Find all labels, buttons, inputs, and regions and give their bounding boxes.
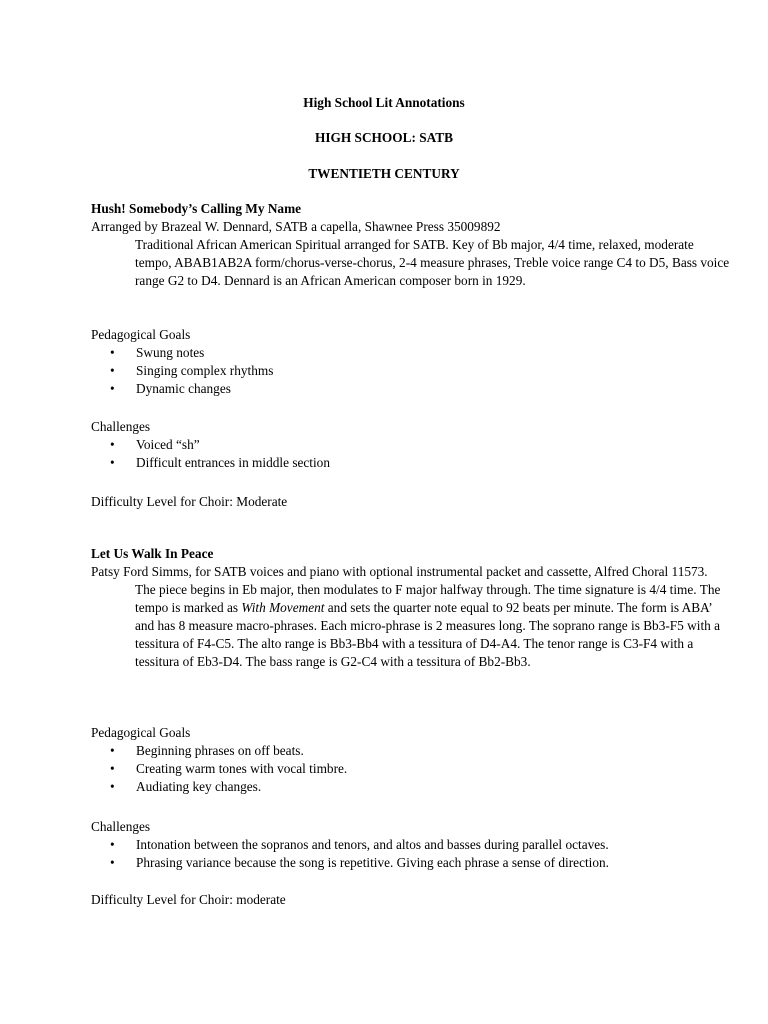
- goals-list: [91, 344, 731, 398]
- piece-2-header: [91, 545, 731, 671]
- challenges-list: [91, 836, 731, 872]
- description-text: The piece begins in Eb major, then modulates to F major halfway through. The time signature is 4/4 time. The tempo is marked as: [135, 582, 721, 615]
- period-heading: TWENTIETH CENTURY: [308, 166, 460, 181]
- list-item: • Swung notes: [91, 344, 731, 362]
- goals-list: [91, 742, 731, 796]
- piece-2-difficulty: Difficulty Level for Choir: moderate: [91, 892, 286, 907]
- challenges-list: [91, 436, 731, 472]
- piece-1-header: [91, 200, 731, 290]
- voicing-heading: HIGH SCHOOL: SATB: [315, 130, 453, 145]
- list-item: • Intonation between the sopranos and tenors, and altos and basses during parallel octaves.: [91, 836, 731, 854]
- piece-1-difficulty: Difficulty Level for Choir: Moderate: [91, 494, 288, 509]
- list-item: • Beginning phrases on off beats.: [91, 742, 731, 760]
- goals-label: Pedagogical Goals: [91, 327, 191, 342]
- challenges-label: Challenges: [91, 419, 151, 434]
- tempo-marking: With Movement: [241, 600, 325, 615]
- list-item: • Dynamic changes: [91, 380, 731, 398]
- list-item: • Singing complex rhythms: [91, 362, 731, 380]
- piece-1-description: Traditional African American Spiritual arranged for SATB. Key of Bb major, 4/4 time, relaxed, moderate tempo, ABAB1AB2A form/chorus-verse-chorus, 2-4 measure phrases, Treble voice range C4 to D5, Bass voice range G2 to D4. Dennard is an African American composer born in 1929.: [135, 237, 730, 288]
- piece-2-challenges: [91, 818, 731, 872]
- challenges-label: Challenges: [91, 819, 151, 834]
- list-item: • Phrasing variance because the song is repetitive. Giving each phrase a sense of direction.: [91, 854, 731, 872]
- description-text: and sets the quarter note equal to 92 beats per minute. The form is ABA’ and has 8 measure macro-phrases. Each micro-phrase is 2 measures long. The soprano range is Bb3-F5 with a tessitura of F4-C5. The alto range is Bb3-Bb4 with a tessitura of D4-A4. The tenor range is C3-F4 with a tessitura of Eb3-D4. The bass range is G2-C4 with a tessitura of Bb2-Bb3.: [135, 600, 721, 669]
- list-item: • Voiced “sh”: [91, 436, 731, 454]
- piece-2-description: [91, 581, 731, 671]
- piece-2-goals: [91, 724, 731, 796]
- piece-1-goals: [91, 326, 731, 398]
- list-item: • Difficult entrances in middle section: [91, 454, 731, 472]
- piece-2-title: Let Us Walk In Peace: [91, 546, 214, 561]
- goals-label: Pedagogical Goals: [91, 725, 191, 740]
- piece-1-citation: Arranged by Brazeal W. Dennard, SATB a capella, Shawnee Press 35009892: [91, 219, 501, 234]
- piece-2-citation: Patsy Ford Simms, for SATB voices and piano with optional instrumental packet and cassette, Alfred Choral 11573.: [91, 564, 708, 579]
- list-item: • Audiating key changes.: [91, 778, 731, 796]
- piece-1-title: Hush! Somebody’s Calling My Name: [91, 201, 302, 216]
- document-title: High School Lit Annotations: [303, 95, 465, 110]
- list-item: • Creating warm tones with vocal timbre.: [91, 760, 731, 778]
- piece-1-challenges: [91, 418, 731, 472]
